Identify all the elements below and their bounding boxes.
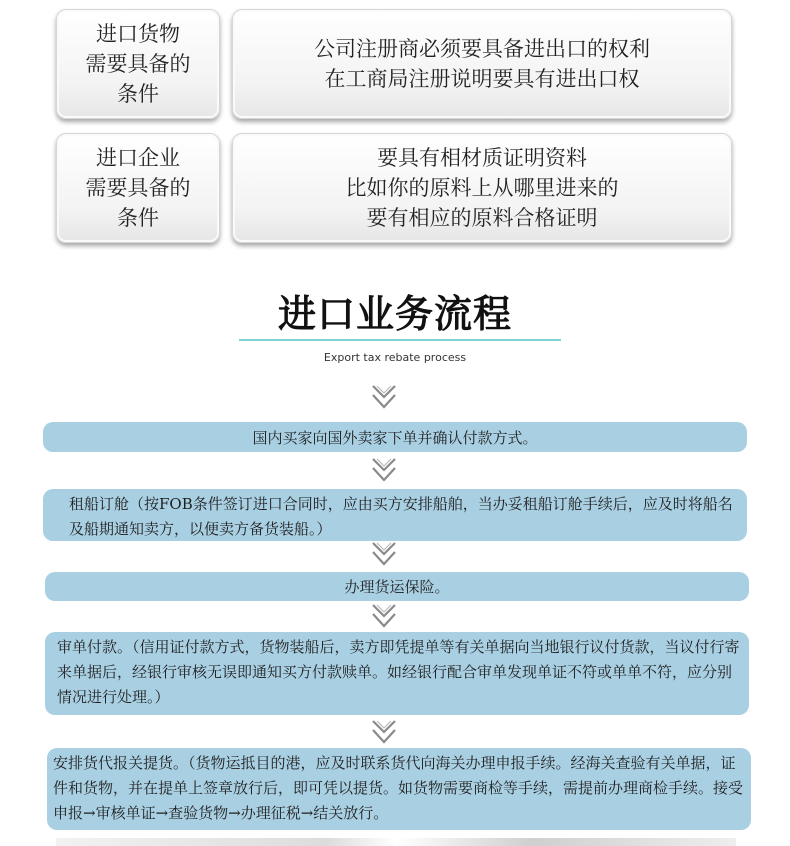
next-section-image-strip <box>56 838 736 846</box>
process-step-order: 国内买家向国外卖家下单并确认付款方式。 <box>43 422 747 452</box>
section-title: 进口业务流程 <box>277 292 512 336</box>
double-chevron-down-icon <box>370 718 398 748</box>
condition-desc-line: 要有相应的原料合格证明 <box>366 206 598 230</box>
title-underline <box>239 339 561 341</box>
condition-label-line: 进口货物 <box>96 22 180 46</box>
process-step-customs: 安排货代报关提货。（货物运抵目的港，应及时联系货代向海关办理申报手续。经海关查验有关单据，证件和货物，并在提单上签章放行后，即可凭以提货。如货物需要商检等手续，需提前办理商检手续。接受申报→审核单证→查验货物→办理征税→结关放行。 <box>47 748 751 830</box>
section-subtitle: Export tax rebate process <box>323 351 467 364</box>
process-step-insurance: 办理货运保险。 <box>45 572 749 601</box>
condition-desc-line: 在工商局注册说明要具有进出口权 <box>324 67 640 91</box>
condition-label-card-goods <box>56 9 220 119</box>
double-chevron-down-icon <box>370 456 398 486</box>
condition-label-line: 需要具备的 <box>85 52 191 76</box>
process-step-chartering: 租船订舱（按FOB条件签订进口合同时，应由买方安排船舶，当办妥租船订舱手续后，应及时将船名及船期通知卖方，以便卖方备货装船。） <box>43 489 747 541</box>
condition-label-line: 需要具备的 <box>85 176 191 200</box>
condition-label-line: 进口企业 <box>96 146 180 170</box>
double-chevron-down-icon <box>370 540 398 570</box>
double-chevron-down-icon <box>370 602 398 632</box>
condition-label-card-enterprise <box>56 133 220 243</box>
condition-desc-line: 比如你的原料上从哪里进来的 <box>345 176 619 200</box>
condition-desc-line: 要具有相材质证明资料 <box>377 146 587 170</box>
condition-label-line: 条件 <box>117 206 159 230</box>
condition-desc-card-enterprise <box>232 133 732 243</box>
condition-desc-card-goods <box>232 9 732 119</box>
double-chevron-down-icon <box>370 383 398 413</box>
condition-label-line: 条件 <box>117 82 159 106</box>
process-step-payment: 审单付款。（信用证付款方式，货物装船后，卖方即凭提单等有关单据向当地银行议付货款，当议付行寄来单据后，经银行审核无误即通知买方付款赎单。如经银行配合审单发现单证不符或单单不符，应分别情况进行处理。） <box>45 632 749 715</box>
condition-desc-line: 公司注册商必须要具备进出口的权利 <box>314 37 650 61</box>
